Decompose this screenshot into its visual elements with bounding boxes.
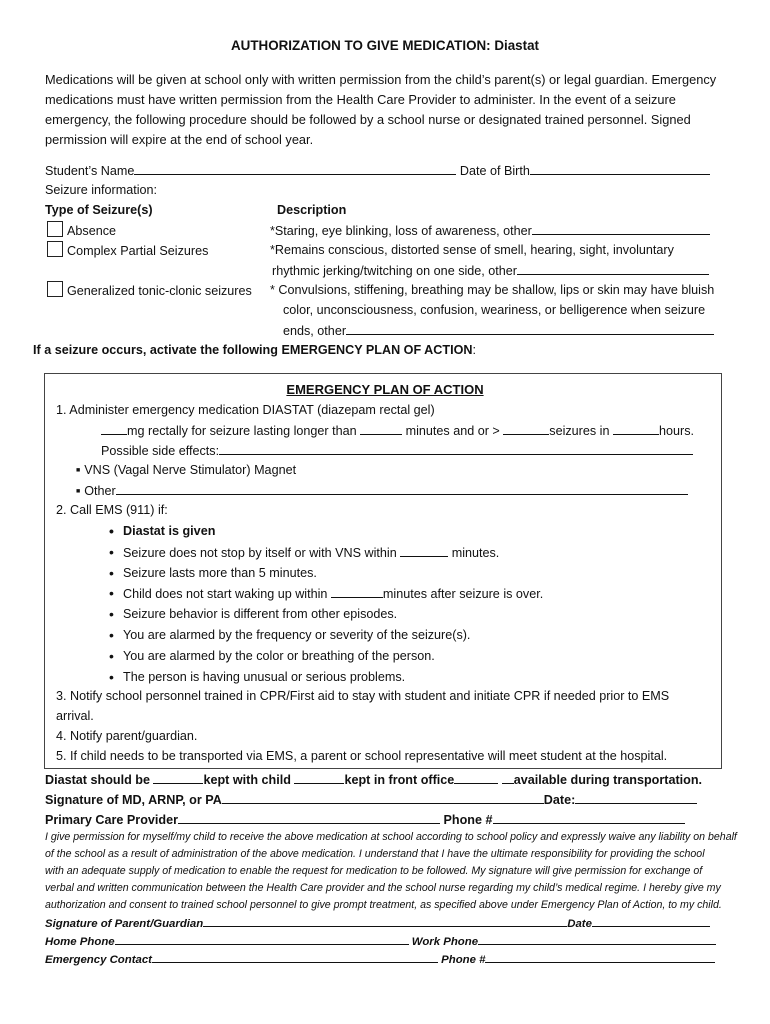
ems-b4-suffix: minutes after seizure is over. <box>382 587 544 601</box>
other-row <box>76 481 688 502</box>
plan-item-4: 4. Notify parent/guardian. <box>56 729 198 743</box>
ems-bullet-8: • The person is having unusual or serious problems. <box>123 668 405 688</box>
consent-line-1: I give permission for myself/my child to receive the above medication at school according to school policy and expressly waive any liability on behalf <box>45 831 737 843</box>
dose-minutes-field[interactable] <box>360 421 402 435</box>
home-phone-field[interactable] <box>115 931 409 945</box>
absence-label: Absence <box>67 224 117 238</box>
parent-signature-field[interactable] <box>203 913 567 927</box>
pcp-phone-field[interactable] <box>493 810 685 824</box>
parent-date-label: Date <box>567 918 592 930</box>
ems-bullet-2 <box>123 543 499 564</box>
work-phone-field[interactable] <box>478 931 716 945</box>
dose-text-c: seizures in <box>549 424 610 438</box>
md-signature-label: Signature of MD, ARNP, or PA <box>45 793 222 807</box>
pcp-label: Primary Care Provider <box>45 813 179 827</box>
consent-line-2: of the school as a result of administration of the above medication. I understand that I have the ultimate responsibility for providing the school <box>45 848 705 860</box>
consent-line-3: with an adequate supply of medication to enable the request for medication to be followed. My signature will give permission for exchange of <box>45 865 703 877</box>
ems-bullet-1: • Diastat is given <box>123 522 215 542</box>
diastat-a: Diastat should be <box>45 773 150 787</box>
parent-signature-label: Signature of Parent/Guardian <box>45 918 204 930</box>
student-name-row <box>45 161 710 182</box>
plan-item-3: 3. Notify school personnel trained in CPR/First aid to stay with student and initiate CPR if needed prior to EMS <box>56 689 670 703</box>
dose-text-d: hours. <box>658 424 694 438</box>
ems-b2-text: Seizure does not stop by itself or with VNS within <box>123 546 397 560</box>
kept-with-child-field[interactable] <box>153 770 203 784</box>
dose-hours-field[interactable] <box>613 421 659 435</box>
dose-mg-field[interactable] <box>101 421 127 435</box>
emergency-contact-label: Emergency Contact <box>45 954 152 966</box>
activate-plan-line <box>33 341 476 361</box>
home-phone-label: Home Phone <box>45 936 115 948</box>
dose-row <box>101 421 694 442</box>
md-signature-row <box>45 790 697 811</box>
vns-minutes-field[interactable] <box>400 543 448 557</box>
dob-label: Date of Birth <box>459 164 530 178</box>
office-extra-field[interactable] <box>454 770 498 784</box>
intro-paragraph <box>45 70 735 150</box>
description-header: Description <box>277 203 347 217</box>
generalized-desc-line2: color, unconsciousness, confusion, weariness, or belligerence when seizure <box>283 303 706 317</box>
ems-bullet-7: • You are alarmed by the color or breathing of the person. <box>123 647 435 667</box>
complex-desc-text: rhythmic jerking/twitching on one side, other <box>272 264 518 278</box>
generalized-desc-line3 <box>283 321 714 342</box>
parent-date-field[interactable] <box>592 913 710 927</box>
plan-item-1: 1. Administer emergency medication DIASTAT (diazepam rectal gel) <box>56 403 435 417</box>
page-title: AUTHORIZATION TO GIVE MEDICATION: Diastat <box>231 38 539 53</box>
diastat-d: available during transportation. <box>513 773 703 787</box>
emergency-phone-field[interactable] <box>485 949 715 963</box>
student-name-label: Student’s Name <box>45 164 135 178</box>
other-label: ■ Other <box>76 484 116 498</box>
student-name-field[interactable] <box>134 161 456 175</box>
generalized-desc-text: ends, other <box>283 324 347 338</box>
absence-option <box>47 221 116 242</box>
emergency-contact-row <box>45 949 715 970</box>
plan-item-3-cont: arrival. <box>56 709 94 723</box>
type-of-seizure-header: Type of Seizure(s) <box>45 203 153 217</box>
emergency-contact-field[interactable] <box>152 949 438 963</box>
activate-plan-colon: : <box>472 343 476 357</box>
kept-front-office-field[interactable] <box>294 770 344 784</box>
vns-item: ■ VNS (Vagal Nerve Stimulator) Magnet <box>76 461 296 481</box>
generalized-label: Generalized tonic-clonic seizures <box>67 284 252 298</box>
complex-desc-line2 <box>272 261 709 282</box>
plan-item-2: 2. Call EMS (911) if: <box>56 503 168 517</box>
generalized-checkbox[interactable] <box>47 281 63 297</box>
dose-text-a: mg rectally for seizure lasting longer than <box>127 424 357 438</box>
plan-item-5: 5. If child needs to be transported via EMS, a parent or school representative will meet student at the hospital. <box>56 749 668 763</box>
complex-desc-line1: *Remains conscious, distorted sense of smell, hearing, sight, involuntary <box>270 243 674 257</box>
ems-bullet-4 <box>123 584 543 605</box>
diastat-storage-row <box>45 770 702 791</box>
dose-text-b: minutes and or > <box>405 424 500 438</box>
dob-field[interactable] <box>530 161 710 175</box>
side-effects-field[interactable] <box>219 441 693 455</box>
other-field[interactable] <box>116 481 688 495</box>
transport-field[interactable] <box>502 770 514 784</box>
generalized-option <box>47 281 252 302</box>
emergency-plan-heading: EMERGENCY PLAN OF ACTION <box>286 382 484 397</box>
activate-plan-text: If a seizure occurs, activate the following EMERGENCY PLAN OF ACTION <box>33 343 473 357</box>
consent-line-4: verbal and written communication between the Health Care provider and the school nurse regarding my child’s medical regime. I hereby give my <box>45 882 721 894</box>
complex-partial-option <box>47 241 208 262</box>
md-date-field[interactable] <box>575 790 697 804</box>
ems-b2-suffix: minutes. <box>451 546 500 560</box>
absence-other-field[interactable] <box>532 221 710 235</box>
absence-checkbox[interactable] <box>47 221 63 237</box>
ems-bullet-5: • Seizure behavior is different from other episodes. <box>123 605 397 625</box>
complex-partial-checkbox[interactable] <box>47 241 63 257</box>
diastat-c: kept in front office <box>344 773 455 787</box>
generalized-desc-line1: * Convulsions, stiffening, breathing may be shallow, lips or skin may have bluish <box>270 283 715 297</box>
seizure-info-label: Seizure information: <box>45 183 157 197</box>
side-effects-row <box>101 441 693 462</box>
emergency-phone-label: Phone # <box>441 954 486 966</box>
complex-other-field[interactable] <box>517 261 709 275</box>
diastat-b: kept with child <box>203 773 291 787</box>
ems-bullet-6: • You are alarmed by the frequency or severity of the seizure(s). <box>123 626 470 646</box>
work-phone-label: Work Phone <box>411 936 479 948</box>
generalized-other-field[interactable] <box>346 321 714 335</box>
complex-partial-label: Complex Partial Seizures <box>67 244 209 258</box>
md-date-label: Date: <box>543 793 576 807</box>
consent-line-5: authorization and consent to trained school personnel to give prompt treatment, as specified above under Emergency Plan of Action, to my child. <box>45 899 722 911</box>
ems-bullet-3: • Seizure lasts more than 5 minutes. <box>123 564 317 584</box>
ems-b4-text: Child does not start waking up within <box>123 587 328 601</box>
pcp-row <box>45 810 685 831</box>
dose-seizures-field[interactable] <box>503 421 549 435</box>
absence-desc-text: *Staring, eye blinking, loss of awareness, other <box>270 224 532 238</box>
md-signature-field[interactable] <box>222 790 544 804</box>
pcp-field[interactable] <box>178 810 440 824</box>
absence-description <box>270 221 710 242</box>
intro-text: Medications will be given at school only with written permission from the child’s parent(s) or legal guardian. Emergency medications must have written permission from the Health Care Provider to administer. In the event of a seizure emergency, the following procedure should be followed by a school nurse or designated trained personnel. Signed permission will expire at the end of school year. <box>45 72 717 147</box>
wake-minutes-field[interactable] <box>331 584 383 598</box>
pcp-phone-label: Phone # <box>443 813 493 827</box>
side-effects-label: Possible side effects: <box>101 444 220 458</box>
